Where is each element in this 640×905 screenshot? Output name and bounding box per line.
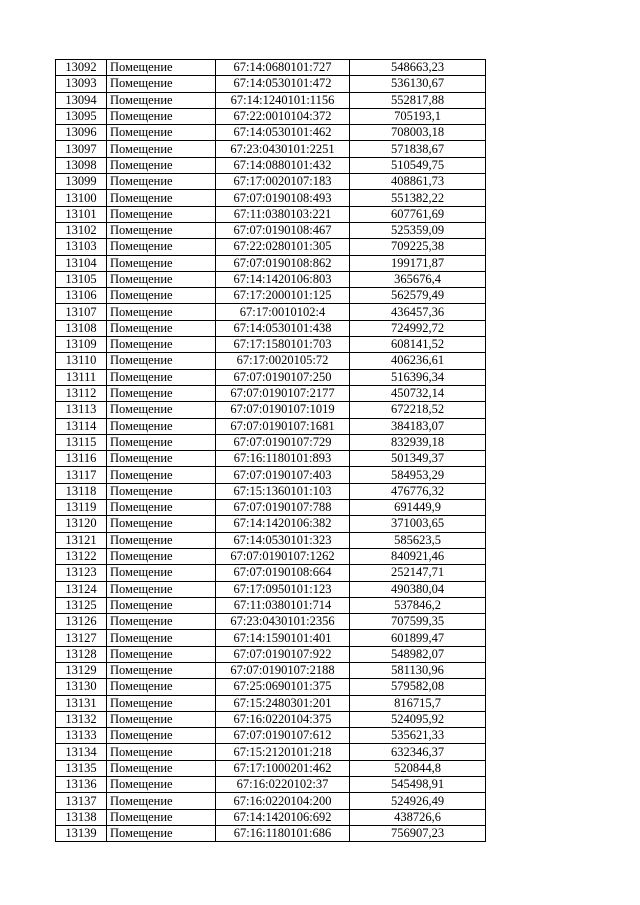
row-number-cell: 13101 (56, 206, 107, 222)
row-number-cell: 13094 (56, 92, 107, 108)
row-number-cell: 13116 (56, 451, 107, 467)
object-type-cell: Помещение (107, 108, 216, 124)
table-row (56, 418, 486, 434)
table-row (56, 190, 486, 206)
row-number-cell: 13133 (56, 728, 107, 744)
cadastral-number-cell: 67:17:1000201:462 (216, 760, 350, 776)
cadastral-number-cell: 67:14:1420106:803 (216, 271, 350, 287)
cadastral-number-cell: 67:07:0190107:788 (216, 500, 350, 516)
table-row (56, 271, 486, 287)
object-type-cell: Помещение (107, 174, 216, 190)
object-type-cell: Помещение (107, 451, 216, 467)
row-number-cell: 13095 (56, 108, 107, 124)
object-type-cell: Помещение (107, 532, 216, 548)
row-number-cell: 13131 (56, 695, 107, 711)
table-row (56, 385, 486, 401)
object-type-cell: Помещение (107, 76, 216, 92)
table-row (56, 288, 486, 304)
cadastral-number-cell: 67:14:0530101:462 (216, 125, 350, 141)
cadastral-number-cell: 67:07:0190108:862 (216, 255, 350, 271)
table-row (56, 125, 486, 141)
cadastral-value-cell: 584953,29 (350, 467, 486, 483)
cadastral-number-cell: 67:17:0020107:183 (216, 174, 350, 190)
object-type-cell: Помещение (107, 467, 216, 483)
object-type-cell: Помещение (107, 320, 216, 336)
cadastral-value-cell: 691449,9 (350, 500, 486, 516)
object-type-cell: Помещение (107, 353, 216, 369)
object-type-cell: Помещение (107, 402, 216, 418)
cadastral-number-cell: 67:07:0190108:493 (216, 190, 350, 206)
row-number-cell: 13098 (56, 157, 107, 173)
row-number-cell: 13115 (56, 434, 107, 450)
table-row (56, 304, 486, 320)
cadastral-number-cell: 67:11:0380103:221 (216, 206, 350, 222)
cadastral-number-cell: 67:07:0190107:729 (216, 434, 350, 450)
table-row (56, 728, 486, 744)
cadastral-value-cell: 516396,34 (350, 369, 486, 385)
object-type-cell: Помещение (107, 288, 216, 304)
cadastral-value-cell: 510549,75 (350, 157, 486, 173)
cadastral-value-cell: 607761,69 (350, 206, 486, 222)
cadastral-number-cell: 67:14:1420106:382 (216, 516, 350, 532)
table-row (56, 793, 486, 809)
cadastral-number-cell: 67:16:1180101:686 (216, 825, 350, 841)
row-number-cell: 13121 (56, 532, 107, 548)
cadastral-value-cell: 436457,36 (350, 304, 486, 320)
cadastral-value-cell: 707599,35 (350, 614, 486, 630)
table-row (56, 695, 486, 711)
row-number-cell: 13117 (56, 467, 107, 483)
row-number-cell: 13122 (56, 548, 107, 564)
cadastral-value-cell: 365676,4 (350, 271, 486, 287)
row-number-cell: 13129 (56, 662, 107, 678)
table-row (56, 76, 486, 92)
cadastral-value-cell: 705193,1 (350, 108, 486, 124)
table-row (56, 451, 486, 467)
cadastral-value-cell: 708003,18 (350, 125, 486, 141)
object-type-cell: Помещение (107, 760, 216, 776)
object-type-cell: Помещение (107, 385, 216, 401)
cadastral-value-cell: 562579,49 (350, 288, 486, 304)
cadastral-number-cell: 67:14:0530101:472 (216, 76, 350, 92)
row-number-cell: 13138 (56, 809, 107, 825)
object-type-cell: Помещение (107, 222, 216, 238)
cadastral-value-cell: 632346,37 (350, 744, 486, 760)
object-type-cell: Помещение (107, 500, 216, 516)
table-row (56, 434, 486, 450)
cadastral-value-cell: 579582,08 (350, 679, 486, 695)
cadastral-number-cell: 67:07:0190107:1019 (216, 402, 350, 418)
table-body (56, 60, 486, 842)
row-number-cell: 13126 (56, 614, 107, 630)
cadastral-number-cell: 67:16:1180101:893 (216, 451, 350, 467)
object-type-cell: Помещение (107, 793, 216, 809)
table-row (56, 711, 486, 727)
row-number-cell: 13107 (56, 304, 107, 320)
row-number-cell: 13114 (56, 418, 107, 434)
cadastral-number-cell: 67:07:0190108:664 (216, 565, 350, 581)
table-row (56, 516, 486, 532)
table-row (56, 369, 486, 385)
object-type-cell: Помещение (107, 516, 216, 532)
cadastral-number-cell: 67:07:0190107:1262 (216, 548, 350, 564)
row-number-cell: 13119 (56, 500, 107, 516)
table-row (56, 744, 486, 760)
row-number-cell: 13137 (56, 793, 107, 809)
cadastral-value-cell: 840921,46 (350, 548, 486, 564)
cadastral-number-cell: 67:07:0190107:250 (216, 369, 350, 385)
object-type-cell: Помещение (107, 60, 216, 76)
cadastral-value-cell: 551382,22 (350, 190, 486, 206)
cadastral-number-cell: 67:22:0010104:372 (216, 108, 350, 124)
cadastral-number-cell: 67:15:2480301:201 (216, 695, 350, 711)
cadastral-number-cell: 67:16:0220104:375 (216, 711, 350, 727)
cadastral-value-cell: 816715,7 (350, 695, 486, 711)
cadastral-number-cell: 67:14:0530101:438 (216, 320, 350, 336)
cadastral-value-cell: 199171,87 (350, 255, 486, 271)
row-number-cell: 13102 (56, 222, 107, 238)
row-number-cell: 13136 (56, 777, 107, 793)
cadastral-value-cell: 408861,73 (350, 174, 486, 190)
cadastral-number-cell: 67:14:1420106:692 (216, 809, 350, 825)
object-type-cell: Помещение (107, 369, 216, 385)
cadastral-number-cell: 67:07:0190108:467 (216, 222, 350, 238)
object-type-cell: Помещение (107, 92, 216, 108)
object-type-cell: Помещение (107, 255, 216, 271)
table-row (56, 141, 486, 157)
object-type-cell: Помещение (107, 206, 216, 222)
cadastral-value-cell: 524926,49 (350, 793, 486, 809)
cadastral-value-cell: 537846,2 (350, 597, 486, 613)
table-row (56, 222, 486, 238)
cadastral-number-cell: 67:17:0020105:72 (216, 353, 350, 369)
object-type-cell: Помещение (107, 825, 216, 841)
object-type-cell: Помещение (107, 630, 216, 646)
table-row (56, 809, 486, 825)
cadastral-number-cell: 67:07:0190107:922 (216, 646, 350, 662)
table-row (56, 467, 486, 483)
cadastral-number-cell: 67:16:0220104:200 (216, 793, 350, 809)
row-number-cell: 13124 (56, 581, 107, 597)
row-number-cell: 13123 (56, 565, 107, 581)
cadastral-number-cell: 67:07:0190107:2188 (216, 662, 350, 678)
cadastral-value-cell: 501349,37 (350, 451, 486, 467)
cadastral-value-cell: 548982,07 (350, 646, 486, 662)
row-number-cell: 13111 (56, 369, 107, 385)
object-type-cell: Помещение (107, 662, 216, 678)
cadastral-value-cell: 709225,38 (350, 239, 486, 255)
table-row (56, 532, 486, 548)
object-type-cell: Помещение (107, 271, 216, 287)
table-row (56, 679, 486, 695)
row-number-cell: 13139 (56, 825, 107, 841)
table-row (56, 157, 486, 173)
table-row (56, 565, 486, 581)
row-number-cell: 13132 (56, 711, 107, 727)
table-row (56, 353, 486, 369)
row-number-cell: 13096 (56, 125, 107, 141)
row-number-cell: 13108 (56, 320, 107, 336)
table-row (56, 646, 486, 662)
row-number-cell: 13118 (56, 483, 107, 499)
row-number-cell: 13109 (56, 337, 107, 353)
table-row (56, 777, 486, 793)
object-type-cell: Помещение (107, 614, 216, 630)
row-number-cell: 13106 (56, 288, 107, 304)
table-row (56, 597, 486, 613)
object-type-cell: Помещение (107, 646, 216, 662)
object-type-cell: Помещение (107, 809, 216, 825)
table-row (56, 825, 486, 841)
cadastral-number-cell: 67:15:1360101:103 (216, 483, 350, 499)
object-type-cell: Помещение (107, 597, 216, 613)
table-row (56, 174, 486, 190)
table-row (56, 206, 486, 222)
cadastral-value-cell: 601899,47 (350, 630, 486, 646)
cadastral-number-cell: 67:17:2000101:125 (216, 288, 350, 304)
cadastral-value-cell: 545498,91 (350, 777, 486, 793)
cadastral-value-cell: 406236,61 (350, 353, 486, 369)
cadastral-value-cell: 525359,09 (350, 222, 486, 238)
cadastral-number-cell: 67:07:0190107:2177 (216, 385, 350, 401)
cadastral-number-cell: 67:07:0190107:1681 (216, 418, 350, 434)
cadastral-value-cell: 252147,71 (350, 565, 486, 581)
row-number-cell: 13103 (56, 239, 107, 255)
cadastral-number-cell: 67:17:0950101:123 (216, 581, 350, 597)
table-row (56, 662, 486, 678)
cadastral-number-cell: 67:14:0680101:727 (216, 60, 350, 76)
table-row (56, 60, 486, 76)
table-row (56, 548, 486, 564)
table-row (56, 402, 486, 418)
cadastral-value-cell: 756907,23 (350, 825, 486, 841)
cadastral-number-cell: 67:14:1590101:401 (216, 630, 350, 646)
cadastral-value-cell: 476776,32 (350, 483, 486, 499)
cadastral-number-cell: 67:14:1240101:1156 (216, 92, 350, 108)
cadastral-number-cell: 67:25:0690101:375 (216, 679, 350, 695)
table-row (56, 108, 486, 124)
cadastral-number-cell: 67:16:0220102:37 (216, 777, 350, 793)
row-number-cell: 13105 (56, 271, 107, 287)
cadastral-value-cell: 552817,88 (350, 92, 486, 108)
row-number-cell: 13097 (56, 141, 107, 157)
cadastral-value-cell: 384183,07 (350, 418, 486, 434)
row-number-cell: 13130 (56, 679, 107, 695)
cadastral-number-cell: 67:07:0190107:612 (216, 728, 350, 744)
table-row (56, 483, 486, 499)
cadastral-value-cell: 524095,92 (350, 711, 486, 727)
table-row (56, 760, 486, 776)
row-number-cell: 13127 (56, 630, 107, 646)
row-number-cell: 13093 (56, 76, 107, 92)
cadastral-number-cell: 67:07:0190107:403 (216, 467, 350, 483)
row-number-cell: 13125 (56, 597, 107, 613)
cadastral-value-cell: 724992,72 (350, 320, 486, 336)
cadastral-number-cell: 67:23:0430101:2251 (216, 141, 350, 157)
cadastral-value-cell: 520844,8 (350, 760, 486, 776)
cadastral-number-cell: 67:11:0380101:714 (216, 597, 350, 613)
row-number-cell: 13134 (56, 744, 107, 760)
row-number-cell: 13112 (56, 385, 107, 401)
row-number-cell: 13135 (56, 760, 107, 776)
object-type-cell: Помещение (107, 157, 216, 173)
row-number-cell: 13100 (56, 190, 107, 206)
object-type-cell: Помещение (107, 581, 216, 597)
cadastral-number-cell: 67:23:0430101:2356 (216, 614, 350, 630)
cadastral-value-table (55, 59, 486, 842)
row-number-cell: 13120 (56, 516, 107, 532)
object-type-cell: Помещение (107, 565, 216, 581)
object-type-cell: Помещение (107, 711, 216, 727)
object-type-cell: Помещение (107, 190, 216, 206)
cadastral-number-cell: 67:14:0880101:432 (216, 157, 350, 173)
row-number-cell: 13110 (56, 353, 107, 369)
row-number-cell: 13092 (56, 60, 107, 76)
table-row (56, 337, 486, 353)
cadastral-number-cell: 67:22:0280101:305 (216, 239, 350, 255)
object-type-cell: Помещение (107, 483, 216, 499)
table-row (56, 614, 486, 630)
cadastral-value-cell: 490380,04 (350, 581, 486, 597)
object-type-cell: Помещение (107, 418, 216, 434)
cadastral-value-cell: 672218,52 (350, 402, 486, 418)
object-type-cell: Помещение (107, 728, 216, 744)
object-type-cell: Помещение (107, 304, 216, 320)
table-row (56, 500, 486, 516)
object-type-cell: Помещение (107, 695, 216, 711)
cadastral-value-cell: 450732,14 (350, 385, 486, 401)
table-row (56, 630, 486, 646)
row-number-cell: 13099 (56, 174, 107, 190)
cadastral-value-cell: 571838,67 (350, 141, 486, 157)
cadastral-number-cell: 67:14:0530101:323 (216, 532, 350, 548)
cadastral-number-cell: 67:17:1580101:703 (216, 337, 350, 353)
cadastral-number-cell: 67:17:0010102:4 (216, 304, 350, 320)
table-row (56, 320, 486, 336)
row-number-cell: 13128 (56, 646, 107, 662)
table-row (56, 255, 486, 271)
object-type-cell: Помещение (107, 337, 216, 353)
row-number-cell: 13104 (56, 255, 107, 271)
cadastral-value-cell: 438726,6 (350, 809, 486, 825)
cadastral-value-cell: 581130,96 (350, 662, 486, 678)
object-type-cell: Помещение (107, 239, 216, 255)
cadastral-value-cell: 585623,5 (350, 532, 486, 548)
object-type-cell: Помещение (107, 141, 216, 157)
table-row (56, 581, 486, 597)
object-type-cell: Помещение (107, 777, 216, 793)
table-row (56, 92, 486, 108)
cadastral-value-cell: 371003,65 (350, 516, 486, 532)
object-type-cell: Помещение (107, 548, 216, 564)
cadastral-value-cell: 536130,67 (350, 76, 486, 92)
object-type-cell: Помещение (107, 434, 216, 450)
object-type-cell: Помещение (107, 744, 216, 760)
object-type-cell: Помещение (107, 679, 216, 695)
cadastral-value-cell: 535621,33 (350, 728, 486, 744)
row-number-cell: 13113 (56, 402, 107, 418)
cadastral-number-cell: 67:15:2120101:218 (216, 744, 350, 760)
cadastral-value-cell: 608141,52 (350, 337, 486, 353)
cadastral-value-cell: 832939,18 (350, 434, 486, 450)
object-type-cell: Помещение (107, 125, 216, 141)
table-row (56, 239, 486, 255)
cadastral-value-cell: 548663,23 (350, 60, 486, 76)
